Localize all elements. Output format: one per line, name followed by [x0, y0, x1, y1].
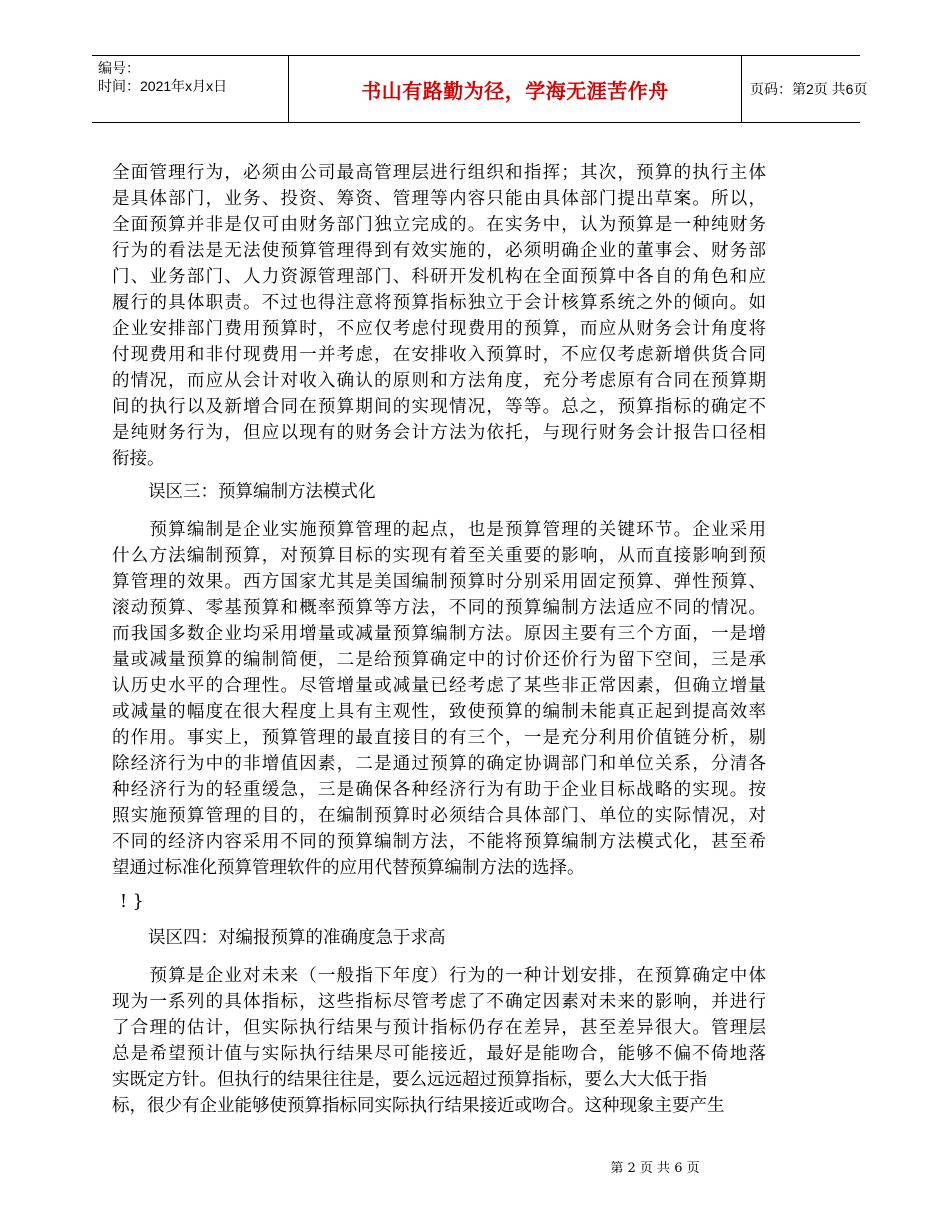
paragraph-line: 标，很少有企业能够使预算指标同实际执行结果接近或吻合。这种现象主要产生 — [112, 1096, 725, 1116]
paragraph-line: 行为的看法是无法使预算管理得到有效实施的，必须明确企业的董事会、财务部 — [112, 241, 766, 261]
paragraph-line: 是具体部门，业务、投资、筹资、管理等内容只能由具体部门提出草案。所以， — [112, 189, 766, 209]
paragraph-line: 算管理的效果。西方国家尤其是美国编制预算时分别采用固定预算、弹性预算、 — [112, 572, 766, 592]
section-heading-3: 误区三：预算编制方法模式化 — [148, 482, 376, 502]
paragraph-line: 了合理的估计，但实际执行结果与预计指标仍存在差异，甚至差异很大。管理层 — [112, 1018, 766, 1038]
paragraph-line: 或减量的幅度在很大程度上具有主观性，致使预算的编制未能真正起到提高效率 — [112, 702, 766, 722]
paragraph-line: 滚动预算、零基预算和概率预算等方法，不同的预算编制方法适应不同的情况。 — [112, 598, 766, 618]
footer-page-number: 第 2 页 共 6 页 — [610, 1161, 700, 1176]
paragraph-line: 的作用。事实上，预算管理的最直接目的有三个，一是充分利用价值链分析，剔 — [112, 728, 766, 748]
paragraph-line: 门、业务部门、人力资源管理部门、科研开发机构在全面预算中各自的角色和应 — [112, 267, 766, 287]
paragraph-line: 而我国多数企业均采用增量或减量预算编制方法。原因主要有三个方面，一是增 — [112, 624, 766, 644]
paragraph-line: 预算是企业对未来（一般指下年度）行为的一种计划安排，在预算确定中体 — [112, 966, 766, 986]
header-meta — [92, 56, 288, 122]
paragraph-line: 现为一系列的具体指标，这些指标尽管考虑了不确定因素对未来的影响，并进行 — [112, 992, 766, 1012]
paragraph-line: 间的执行以及新增合同在预算期间的实现情况，等等。总之，预算指标的确定不 — [112, 397, 766, 417]
document-number-label: 编号： — [98, 60, 140, 76]
paragraph-line: 全面预算并非是仅可由财务部门独立完成的。在实务中，认为预算是一种纯财务 — [112, 215, 766, 235]
paragraph-line: 衔接。 — [112, 449, 165, 469]
paragraph-line: 实既定方针。但执行的结果往往是，要么远远超过预算指标，要么大大低于指 — [112, 1070, 707, 1090]
paragraph-line: 的情况，而应从会计对收入确认的原则和方法角度，充分考虑原有合同在预算期 — [112, 371, 766, 391]
paragraph-line: 是纯财务行为，但应以现有的财务会计方法为依托，与现行财务会计报告口径相 — [112, 423, 766, 443]
paragraph-line: 除经济行为中的非增值因素，二是通过预算的确定协调部门和单位关系，分清各 — [112, 754, 766, 774]
header-page-info: 页码：第2页 共6页 — [750, 81, 868, 97]
paragraph-line: 种经济行为的轻重缓急，三是确保各种经济行为有助于企业目标战略的实现。按 — [112, 780, 766, 800]
paragraph-line: 量或减量预算的编制简便，二是给预算确定中的讨价还价行为留下空间，三是承 — [112, 650, 766, 670]
document-date-label: 时间：2021年x月x日 — [98, 78, 228, 94]
paragraph-line: 不同的经济内容采用不同的预算编制方法，不能将预算编制方法模式化，甚至希 — [112, 832, 766, 852]
paragraph-line: 全面管理行为，必须由公司最高管理层进行组织和指挥；其次，预算的执行主体 — [112, 163, 766, 183]
paragraph-line: 履行的具体职责。不过也得注意将预算指标独立于会计核算系统之外的倾向。如 — [112, 293, 766, 313]
page-footer — [0, 1157, 950, 1176]
paragraph-line: 付现费用和非付现费用一并考虑，在安排收入预算时，不应仅考虑新增供货合同 — [112, 345, 766, 365]
stray-symbol: ! } — [120, 892, 144, 912]
paragraph-line: 照实施预算管理的目的，在编制预算时必须结合具体部门、单位的实际情况，对 — [112, 806, 766, 826]
paragraph-line: 企业安排部门费用预算时，不应仅考虑付现费用的预算，而应从财务会计角度将 — [112, 319, 766, 339]
paragraph-line: 预算编制是企业实施预算管理的起点，也是预算管理的关键环节。企业采用 — [112, 520, 766, 540]
paragraph-line: 认历史水平的合理性。尽管增量或减量已经考虑了某些非正常因素，但确立增量 — [112, 676, 766, 696]
page-header — [92, 55, 868, 123]
paragraph-line: 望通过标准化预算管理软件的应用代替预算编制方法的选择。 — [112, 858, 585, 878]
paragraph-line: 什么方法编制预算，对预算目标的实现有着至关重要的影响，从而直接影响到预 — [112, 546, 766, 566]
header-motto-cell — [288, 56, 742, 122]
header-motto: 书山有路勤为径，学海无涯苦作舟 — [361, 78, 669, 103]
section-heading-4: 误区四：对编报预算的准确度急于求高 — [148, 928, 446, 948]
paragraph-line: 总是希望预计值与实际执行结果尽可能接近，最好是能吻合，能够不偏不倚地落 — [112, 1044, 766, 1064]
